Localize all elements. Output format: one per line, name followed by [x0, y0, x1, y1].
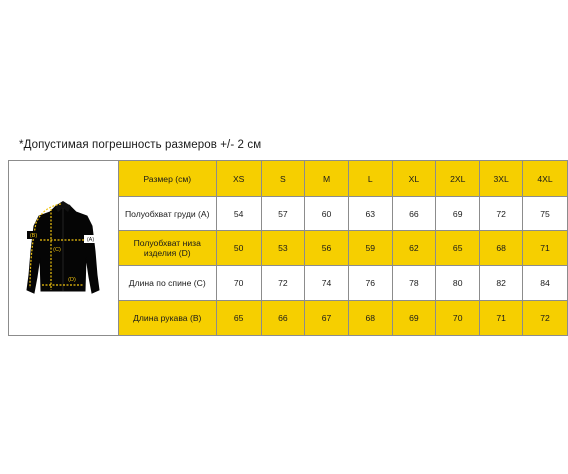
size-3xl-header: 3XL [480, 161, 523, 197]
back-length-s-value: 72 [261, 266, 305, 301]
chest-m-value: 60 [305, 197, 349, 231]
sleeve-2xl-value: 70 [436, 301, 480, 336]
back-length-row-label: Длина по спине (С) [118, 266, 216, 301]
jacket-measurement-diagram-icon [13, 193, 113, 303]
sleeve-l-value: 68 [348, 301, 392, 336]
back-length-m-value: 74 [305, 266, 349, 301]
chest-4xl-value: 75 [523, 197, 568, 231]
hem-s-value: 53 [261, 231, 305, 266]
hem-3xl-value: 68 [480, 231, 523, 266]
size-4xl-header: 4XL [523, 161, 568, 197]
marker-a: (A) [87, 237, 95, 243]
hem-m-value: 56 [305, 231, 349, 266]
hem-xl-value: 62 [392, 231, 436, 266]
hem-4xl-value: 71 [523, 231, 568, 266]
hem-xs-value: 50 [216, 231, 261, 266]
jacket-diagram-cell [9, 161, 119, 336]
chest-row-label: Полуобхват груди (А) [118, 197, 216, 231]
back-length-xs-value: 70 [216, 266, 261, 301]
size-header-label: Размер (см) [118, 161, 216, 197]
size-s-header: S [261, 161, 305, 197]
hem-2xl-value: 65 [436, 231, 480, 266]
chest-l-value: 63 [348, 197, 392, 231]
size-2xl-header: 2XL [436, 161, 480, 197]
hem-row-label: Полуобхват низа изделия (D) [118, 231, 216, 266]
chest-xs-value: 54 [216, 197, 261, 231]
back-length-2xl-value: 80 [436, 266, 480, 301]
size-l-header: L [348, 161, 392, 197]
marker-c: (C) [53, 247, 62, 253]
chest-2xl-value: 69 [436, 197, 480, 231]
back-length-l-value: 76 [348, 266, 392, 301]
size-xl-header: XL [392, 161, 436, 197]
chest-s-value: 57 [261, 197, 305, 231]
sleeve-s-value: 66 [261, 301, 305, 336]
sleeve-3xl-value: 71 [480, 301, 523, 336]
chest-3xl-value: 72 [480, 197, 523, 231]
back-length-3xl-value: 82 [480, 266, 523, 301]
sleeve-m-value: 67 [305, 301, 349, 336]
back-length-xl-value: 78 [392, 266, 436, 301]
size-header-row [9, 161, 568, 197]
back-length-4xl-value: 84 [523, 266, 568, 301]
size-xs-header: XS [216, 161, 261, 197]
marker-b: (B) [30, 233, 38, 239]
sleeve-xs-value: 65 [216, 301, 261, 336]
sleeve-4xl-value: 72 [523, 301, 568, 336]
sleeve-xl-value: 69 [392, 301, 436, 336]
chest-xl-value: 66 [392, 197, 436, 231]
size-chart-table [8, 160, 568, 336]
sleeve-row-label: Длина рукава (В) [118, 301, 216, 336]
hem-l-value: 59 [348, 231, 392, 266]
size-m-header: M [305, 161, 349, 197]
marker-d: (D) [68, 277, 77, 283]
tolerance-note: *Допустимая погрешность размеров +/- 2 см [19, 139, 262, 151]
